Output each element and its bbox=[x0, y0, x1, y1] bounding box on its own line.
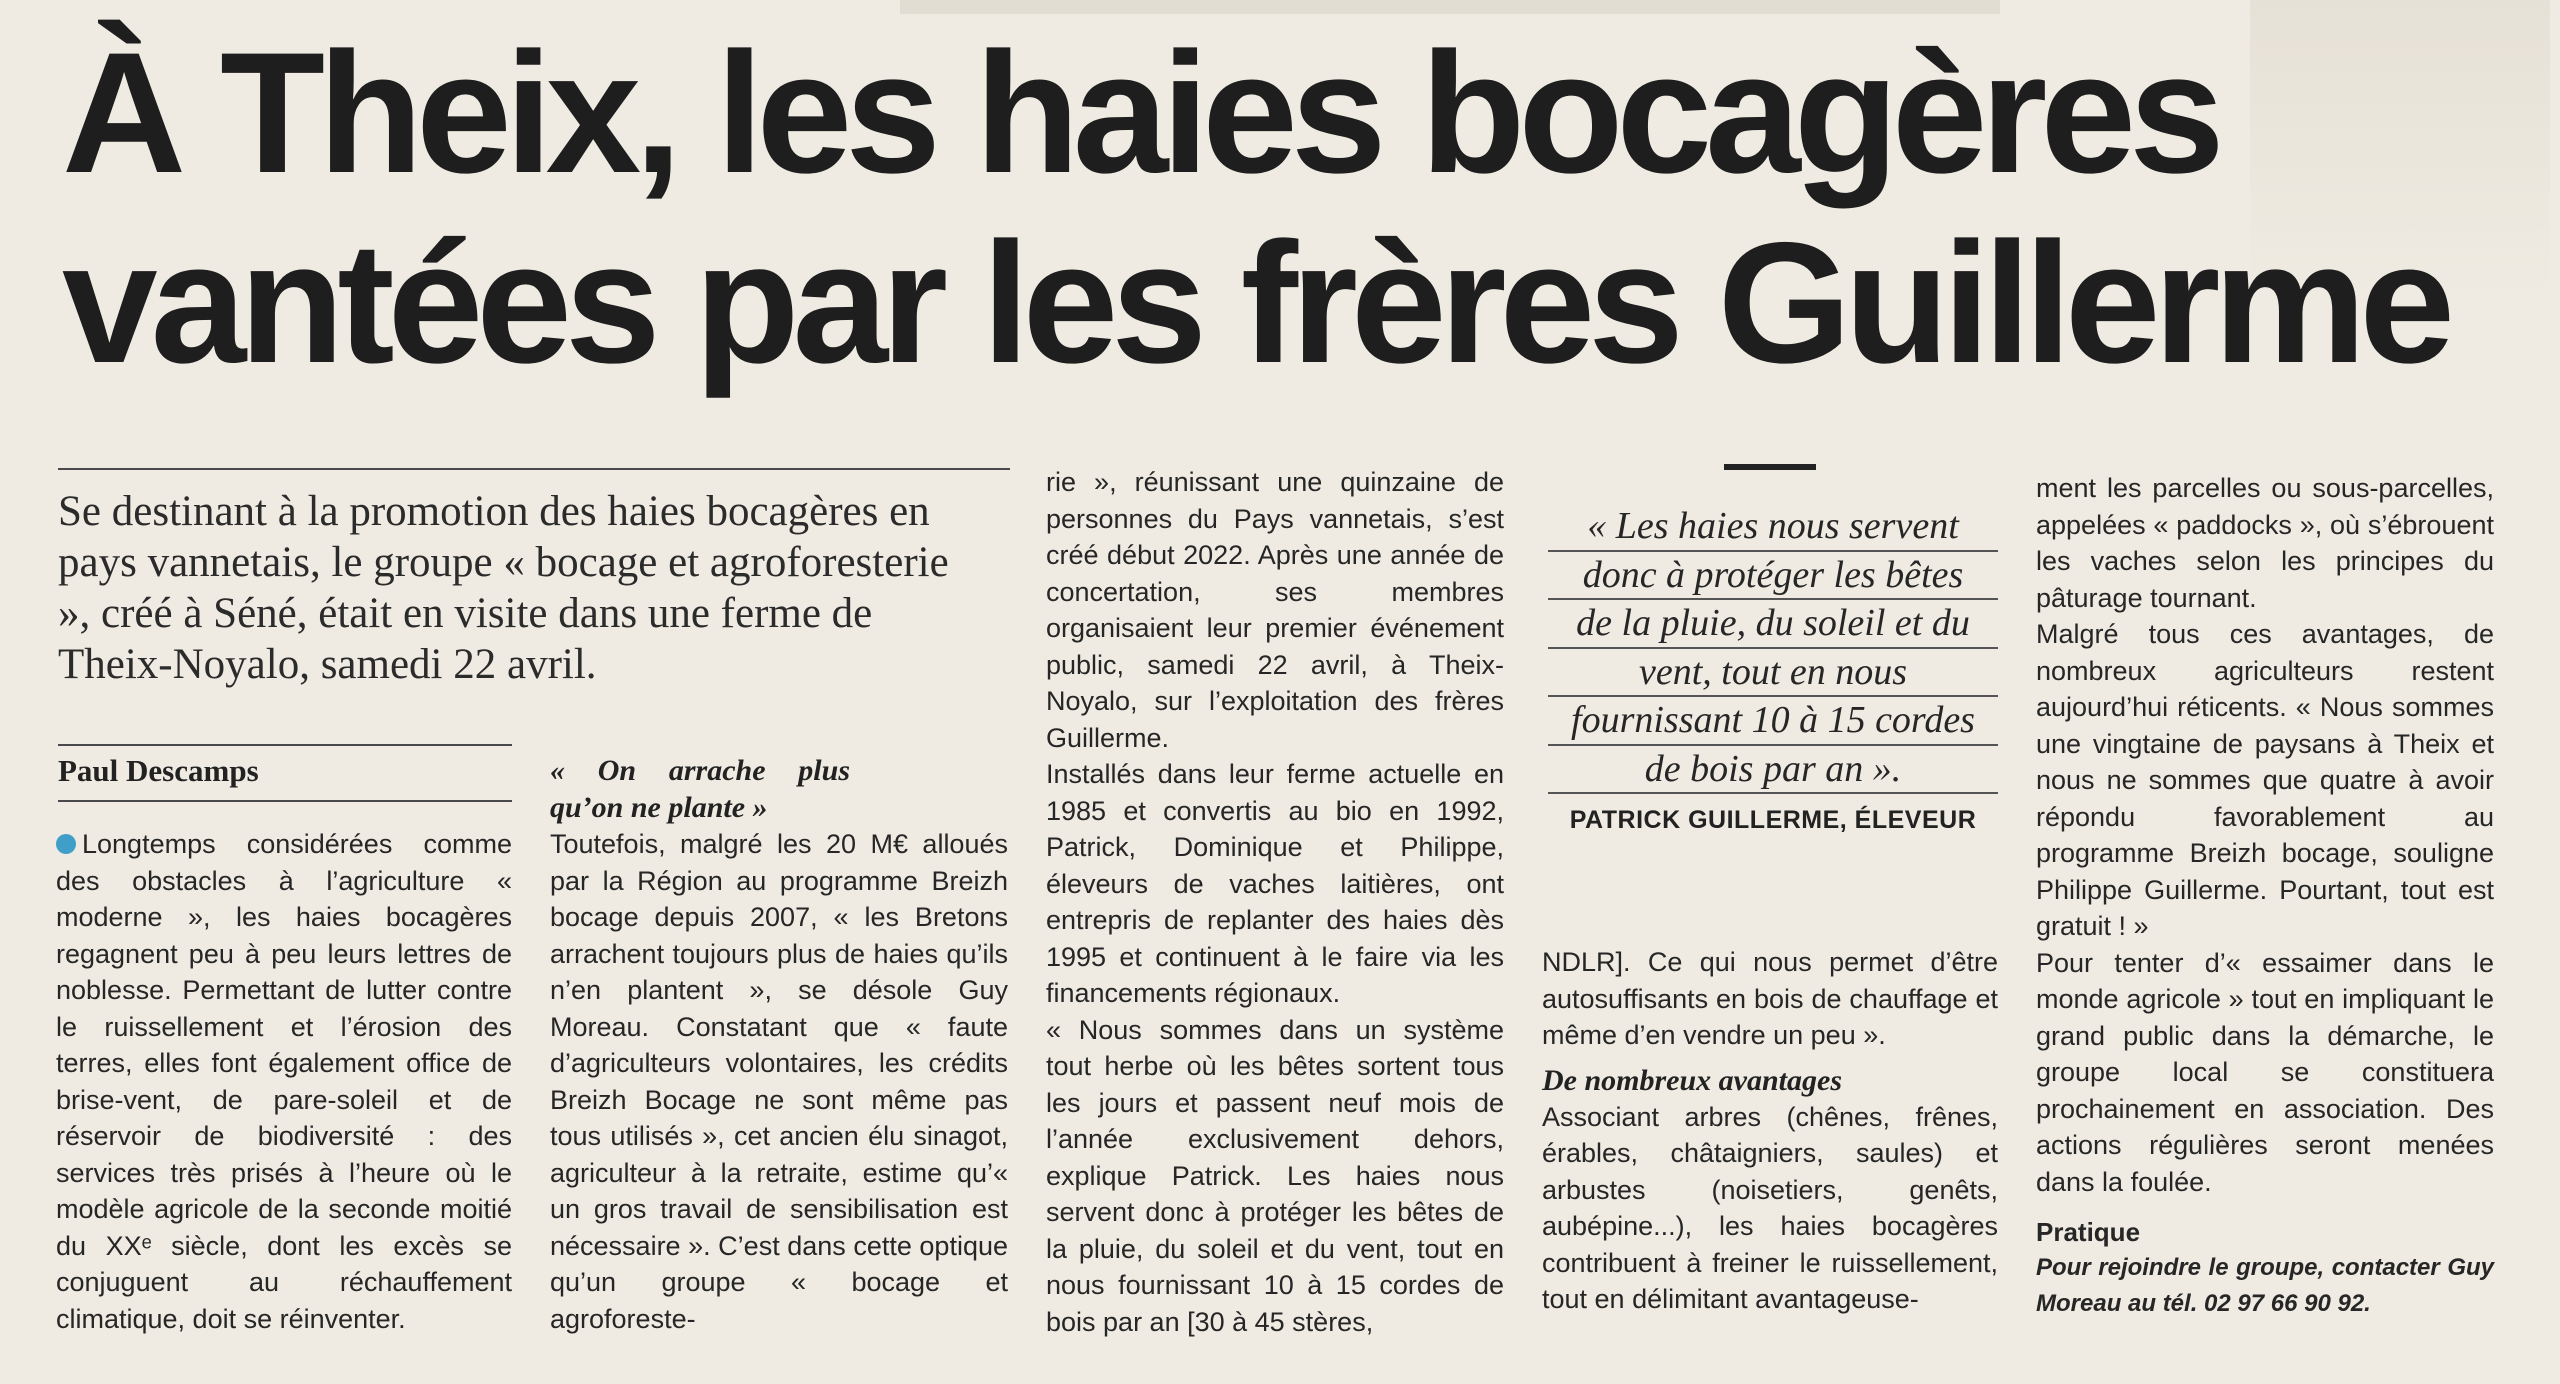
col5-paragraph-3: Pour tenter d’« essaimer dans le monde agricole » tout en impliquant le grand public dans la démarche, le groupe local se constituera prochainement en association. Des actions régulières seront menées dans la foulée. bbox=[2036, 947, 2494, 1197]
col5-paragraph-1: ment les parcelles ou sous-parcelles, appelées « paddocks », où s’ébrouent les vaches selon les principes du pâturage tournant. bbox=[2036, 473, 2494, 613]
quote-line: donc à protéger les bêtes bbox=[1548, 552, 1998, 601]
quote-line: « Les haies nous servent bbox=[1548, 503, 1998, 552]
quote-line: vent, tout en nous bbox=[1548, 649, 1998, 698]
bleed-through-top bbox=[900, 0, 2000, 14]
pratique-label: Pratique bbox=[2036, 1217, 2141, 1247]
col3-paragraph-1: rie », réunissant une quinzaine de personnes du Pays vannetais, s’est créé début 2022. Après une année de concertation, ses membres organisaient leur premier événement public, samedi 22 avril, à Theix-Noyalo, sur l’exploitation des frères Guillerme. bbox=[1046, 467, 1504, 753]
column-2 bbox=[550, 752, 1008, 1337]
quote-line: de bois par an ». bbox=[1548, 746, 1998, 795]
col3-paragraph-3: « Nous sommes dans un système tout herbe où les bêtes sortent tous les jours et passent neuf mois de l’année exclusivement dehors, explique Patrick. Les haies nous servent donc à protéger les bêtes de la pluie, du soleil et du vent, tout en nous fournissant 10 à 15 cordes de bois par an [30 à 45 stères, bbox=[1046, 1014, 1504, 1337]
chapo-top-rule bbox=[58, 468, 1010, 470]
quote-author: PATRICK GUILLERME, ÉLEVEUR bbox=[1569, 806, 1977, 834]
quote-line: fournissant 10 à 15 cordes bbox=[1548, 697, 1998, 746]
byline-bottom-rule bbox=[58, 800, 512, 802]
byline-top-rule bbox=[58, 744, 512, 746]
col1-text: Longtemps considérées comme des obstacles à l’agriculture « moderne », les haies bocagères regagnent peu à peu leurs lettres de noblesse. Permettant de lutter contre le ruissellement et l’érosion des terres, elles font également office de brise-vent, de pare-soleil et de réservoir de biodiversité : des services très prisés à l’heure où le modèle agricole de la seconde moitié du XXᵉ siècle, dont les excès se conjuguent au réchauffement climatique, doit se réinventer. bbox=[56, 829, 512, 1334]
pull-quote bbox=[1548, 503, 1998, 794]
bullet-dot bbox=[56, 834, 76, 854]
chapo: Se destinant à la promotion des haies bocagères en pays vannetais, le groupe « bocage et agroforesterie », créé à Séné, était en visite dans une ferme de Theix-Noyalo, samedi 22 avril. bbox=[58, 488, 949, 688]
byline: Paul Descamps bbox=[58, 753, 259, 788]
pratique-text: Pour rejoindre le groupe, contacter Guy Moreau au tél. 02 97 66 90 92. bbox=[2036, 1254, 2494, 1317]
col1-paragraph bbox=[56, 826, 512, 1337]
col4-paragraph-1: NDLR]. Ce qui nous permet d’être autosuffisants en bois de chauffage et même d’en vendre un peu ». bbox=[1542, 947, 1998, 1050]
col4-paragraph-2: Associant arbres (chênes, frênes, érables, châtaigniers, saules) et arbustes (noisetiers, genêts, aubépine...), les haies bocagères contribuent à freiner le ruissellement, tout en délimitant avantageuse- bbox=[1542, 1101, 1998, 1314]
col5-paragraph-2: Malgré tous ces avantages, de nombreux agriculteurs restent aujourd’hui réticents. « Nous sommes une vingtaine de paysans à Theix et nous ne sommes que quatre à avoir répondu favorablement au programme Breizh bocage, souligne Philippe Guillerme. Pourtant, tout est gratuit ! » bbox=[2036, 619, 2494, 941]
col2-text: Toutefois, malgré les 20 M€ alloués par la Région au programme Breizh bocage depuis 2007, « les Bretons arrachent toujours plus de haies qu’ils n’en plantent », se désole Guy Moreau. Constatant que « faute d’agriculteurs volontaires, les crédits Breizh Bocage ne sont même pas tous utilisés », cet ancien élu sinagot, agriculteur à la retraite, estime qu’« un gros travail de sensibilisation est nécessaire ». C’est dans cette optique qu’un groupe « bocage et agroforeste- bbox=[550, 829, 1008, 1334]
quote-bar bbox=[1724, 464, 1816, 470]
column-1 bbox=[56, 826, 512, 1337]
quote-line: de la pluie, du soleil et du bbox=[1548, 600, 1998, 649]
column-4 bbox=[1542, 944, 1998, 1318]
headline: À Theix, les haies bocagères vantées par les frères Guillerme bbox=[62, 17, 2449, 399]
column-5 bbox=[2036, 470, 2494, 1322]
col4-subhead: De nombreux avantages bbox=[1542, 1063, 1842, 1097]
column-3 bbox=[1046, 464, 1504, 1340]
col3-paragraph-2: Installés dans leur ferme actuelle en 1985 et convertis au bio en 1992, Patrick, Dominique et Philippe, éleveurs de vaches laitières, ont entrepris de replanter des haies dès 1995 et continuent à le faire via les financements régionaux. bbox=[1046, 759, 1504, 1008]
col2-subhead: « On arrache plus qu’on ne plante » bbox=[550, 754, 850, 824]
